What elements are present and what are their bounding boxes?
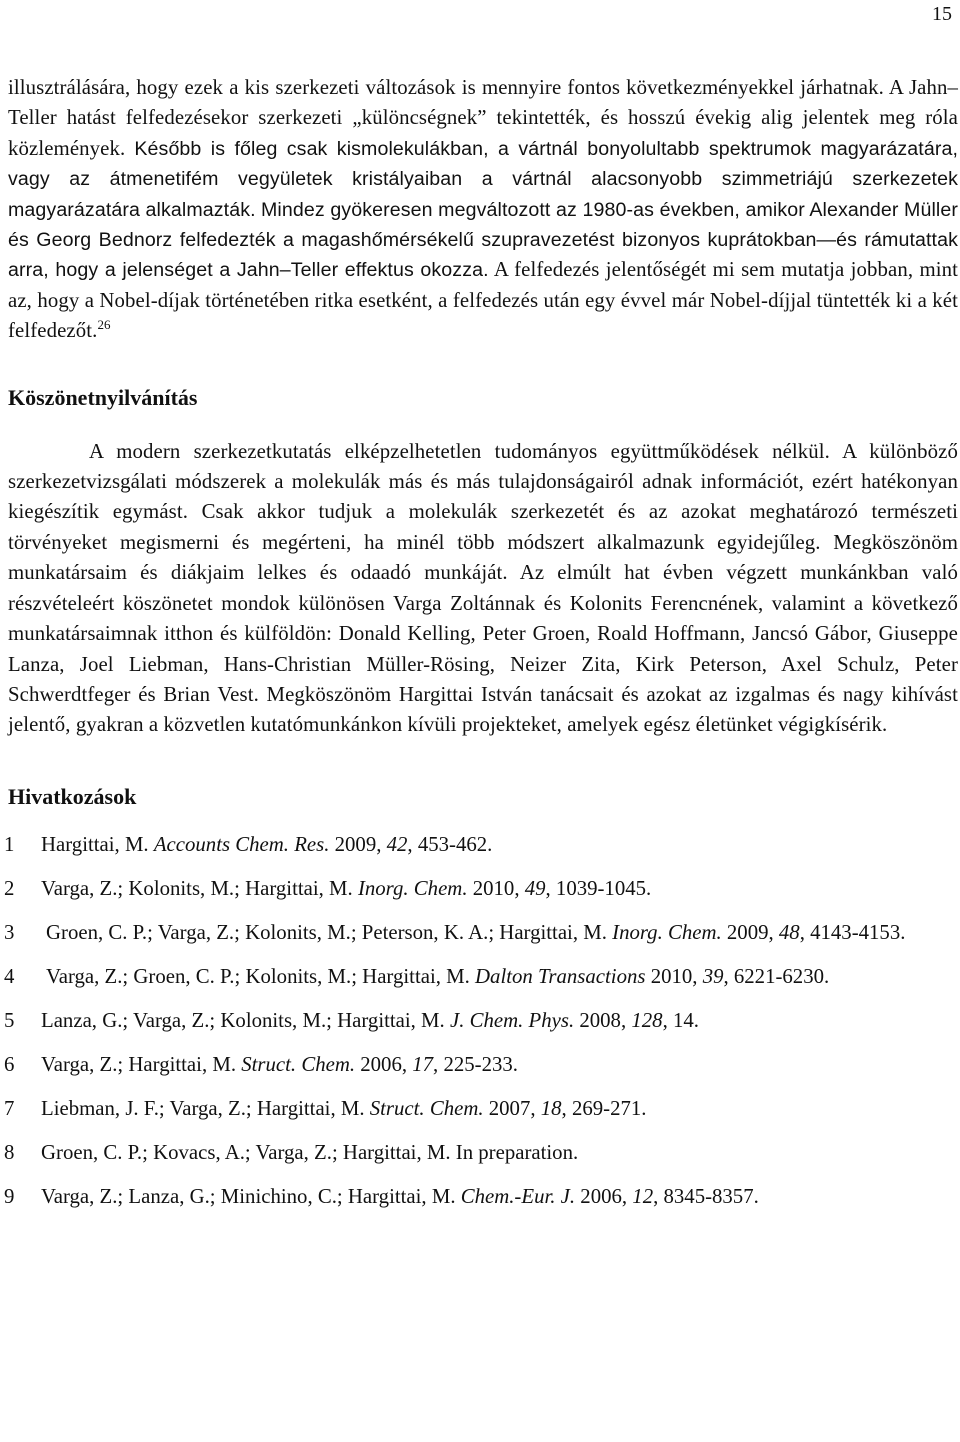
acknowledgement-paragraph: A modern szerkezetkutatás elképzelhetetlen tudományos együttműködések nélkül. A különböző szerkezetvizsgálati módszerek a molekulák más és más tulajdonságairól adnak információt, ezért hatékonyan kiegészítik egymást. Csak akkor tudjuk a molekulák szerkezetét és az azokat meghatározó természeti törvényeket megismerni és megérteni, ha minél több módszert alkalmazunk egyidejűleg. Megköszönöm munkatársaim és diákjaim lelkes és odaadó munkáját. Az elmúlt hat évben végzett munkánkban való részvételeért köszönetet mondok különösen Varga Zoltánnak és Kolonits Ferencnének, valamint a következő munkatársaimnak itthon és külföldön: Donald Kelling, Peter Groen, Roald Hoffmann, Jancsó Gábor, Giuseppe Lanza, Joel Liebman, Hans-Christian Müller-Rösing, Neizer Zita, Kirk Peterson, Axel Schulz, Peter Schwerdtfeger és Brian Vest. Megköszönöm Hargittai István tanácsait és azokat az izgalmas és nagy kihívást jelentő, gyakran a közvetlen kutatómunkánkon kívüli projekteket, amelyek egész életünket végigkísérik. [8, 439, 958, 737]
intro-sentence-2: Később is főleg csak kismolekulákban, a vártnál bonyolultabb spektrumok magyarázatára, vagy az átmenetifém vegyületek kristályaiban a vártnál alacsonyobb szimmetriájú szerkezetek magyarázatára alkalmazták. [8, 137, 958, 221]
reference-item [4, 1050, 958, 1080]
reference-volume: 128 [631, 1008, 663, 1032]
reference-authors: Liebman, J. F.; Varga, Z.; Hargittai, M. [41, 1096, 365, 1120]
reference-authors: Lanza, G.; Varga, Z.; Kolonits, M.; Hargittai, M. [41, 1008, 445, 1032]
page-content [4, 73, 959, 1226]
reference-item [4, 830, 958, 860]
reference-authors: Varga, Z.; Groen, C. P.; Kolonits, M.; Hargittai, M. [46, 964, 470, 988]
reference-list [4, 830, 958, 1212]
reference-year: 2010, [472, 876, 520, 900]
intro-paragraph [8, 73, 958, 347]
reference-number: 9 [4, 1184, 15, 1208]
reference-year: 2007, [488, 1096, 536, 1120]
reference-item [4, 1182, 958, 1212]
reference-journal: Inorg. Chem. [612, 920, 722, 944]
reference-authors: Hargittai, M. [41, 832, 149, 856]
reference-pages: , 453-462. [407, 832, 493, 856]
reference-journal: Accounts Chem. Res. [153, 832, 330, 856]
reference-year: 2009, [334, 832, 382, 856]
reference-authors: Groen, C. P.; Varga, Z.; Kolonits, M.; Peterson, K. A.; Hargittai, M. [46, 920, 607, 944]
reference-pages: , 225-233. [433, 1052, 518, 1076]
reference-number: 1 [4, 832, 15, 856]
references-heading: Hivatkozások [8, 783, 137, 809]
reference-journal: Struct. Chem. [369, 1096, 484, 1120]
reference-authors: Varga, Z.; Lanza, G.; Minichino, C.; Hargittai, M. [41, 1184, 456, 1208]
reference-year: 2009, [726, 920, 774, 944]
reference-volume: 17 [412, 1052, 434, 1076]
reference-year: 2010, [650, 964, 698, 988]
reference-year: 2006, [580, 1184, 628, 1208]
reference-pages: , 14. [662, 1008, 699, 1032]
reference-item [4, 1138, 958, 1168]
reference-number: 6 [4, 1052, 15, 1076]
reference-number: 4 [4, 964, 15, 988]
reference-pages: , 6221-6230. [723, 964, 830, 988]
reference-authors: Varga, Z.; Hargittai, M. [41, 1052, 237, 1076]
reference-pages: , 4143-4153. [799, 920, 906, 944]
reference-number: 2 [4, 876, 15, 900]
reference-item [4, 918, 958, 948]
reference-number: 7 [4, 1096, 15, 1120]
reference-item [4, 962, 958, 992]
acknowledgement-heading: Köszönetnyilvánítás [8, 384, 198, 410]
reference-number: 3 [4, 920, 15, 944]
footnote-marker: 26 [97, 317, 111, 333]
reference-volume: 12 [632, 1184, 654, 1208]
reference-pages: In preparation. [455, 1140, 579, 1164]
intro-sentence-4: A felfedezés jelentőségét mi sem mutatja jobban, mint az, hogy a Nobel-díjak történetében ritka esetként, a felfedezés után egy évvel már Nobel-díjjal tüntették ki a két felfedezőt. [8, 258, 959, 343]
reference-year: 2006, [360, 1052, 408, 1076]
reference-journal: Dalton Transactions [475, 964, 646, 988]
reference-journal: Chem.-Eur. J. [460, 1184, 576, 1208]
reference-pages: , 8345-8357. [653, 1184, 759, 1208]
reference-year: 2008, [579, 1008, 627, 1032]
reference-authors: Groen, C. P.; Kovacs, A.; Varga, Z.; Hargittai, M. [41, 1140, 451, 1164]
reference-item [4, 1006, 958, 1036]
reference-journal: Inorg. Chem. [357, 876, 468, 900]
reference-number: 8 [4, 1140, 15, 1164]
intro-sentence-3: Mindez gyökeresen megváltozott az 1980-as években, amikor Alexander Müller és Georg Bednorz felfedezték a magashőmérsékelű szupravezetést bizonyos kuprátokban—és rámutattak arra, hogy a jelenséget a Jahn–Teller effektus okozza. [8, 198, 958, 282]
reference-pages: , 1039-1045. [545, 876, 652, 900]
reference-volume: 49 [524, 876, 546, 900]
reference-number: 5 [4, 1008, 15, 1032]
reference-volume: 39 [702, 964, 724, 988]
reference-item [4, 1094, 958, 1124]
reference-volume: 42 [386, 832, 408, 856]
reference-pages: , 269-271. [561, 1096, 647, 1120]
reference-volume: 48 [778, 920, 800, 944]
reference-item [4, 874, 958, 904]
reference-journal: J. Chem. Phys. [449, 1008, 575, 1032]
intro-sentence-1: illusztrálására, hogy ezek a kis szerkezeti változások is mennyire fontos következményekkel járhatnak. A Jahn–Teller hatást felfedezésekor szerkezeti „különcségnek” tekintették, és hosszú évekig alig jelentek meg róla közlemények. [8, 76, 958, 160]
reference-journal: Struct. Chem. [241, 1052, 356, 1076]
reference-authors: Varga, Z.; Kolonits, M.; Hargittai, M. [41, 876, 353, 900]
page-number: 15 [932, 3, 952, 25]
reference-volume: 18 [540, 1096, 562, 1120]
